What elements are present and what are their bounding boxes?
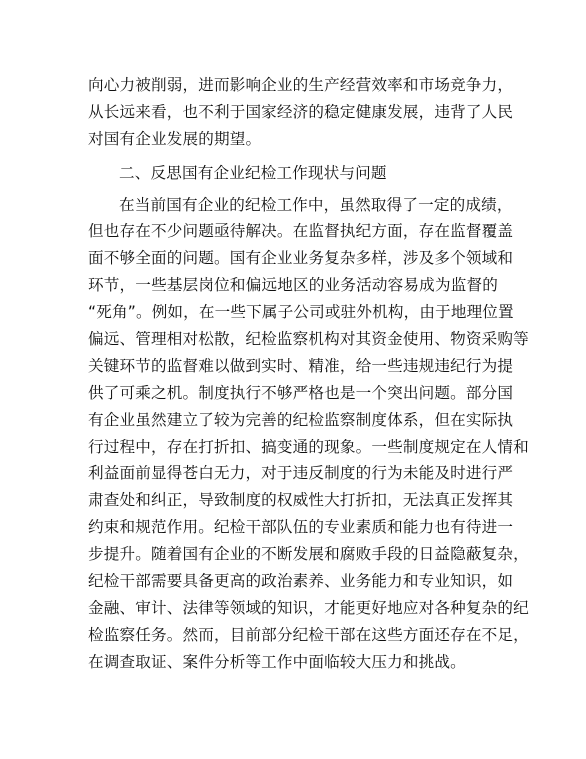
text-line: 向心力被削弱，进而影响企业的生产经营效率和市场竞争力，	[88, 76, 514, 94]
text-line: 金融、审计、法律等领域的知识，才能更好地应对各种复杂的纪	[88, 598, 529, 617]
text-line: 利益面前显得苍白无力，对于违反制度的行为未能及时进行严	[88, 464, 514, 483]
text-line: 约束和规范作用。纪检干部队伍的专业素质和能力也有待进一	[88, 518, 514, 537]
text-line: 纪检干部需要具备更高的政治素养、业务能力和专业知识，如	[88, 572, 514, 591]
text-line: 关键环节的监督难以做到实时、精准，给一些违规违纪行为提	[88, 356, 514, 375]
text-line: “死角”。例如，在一些下属子公司或驻外机构，由于地理位置	[88, 303, 514, 322]
paragraph-main	[88, 192, 529, 676]
text-line: 偏远、管理相对松散，纪检监察机构对其资金使用、物资采购等	[88, 330, 529, 349]
text-line: 步提升。随着国有企业的不断发展和腐败手段的日益隐蔽复杂，	[88, 545, 529, 564]
text-line: 肃查处和纠正，导致制度的权威性大打折扣，无法真正发挥其	[88, 491, 514, 510]
document-body	[88, 72, 529, 676]
section-heading: 二、反思国有企业纪检工作现状与问题	[119, 163, 387, 182]
text-line: 行过程中，存在打折扣、搞变通的现象。一些制度规定在人情和	[88, 437, 529, 456]
text-line: 在调查取证、案件分析等工作中面临较大压力和挑战。	[88, 652, 466, 671]
text-line: 检监察任务。然而，目前部分纪检干部在这些方面还存在不足，	[88, 625, 529, 644]
text-line: 供了可乘之机。制度执行不够严格也是一个突出问题。部分国	[88, 383, 514, 402]
text-line: 在当前国有企业的纪检工作中，虽然取得了一定的成绩，	[119, 195, 513, 214]
text-line: 但也存在不少问题亟待解决。在监督执纪方面，存在监督覆盖	[88, 222, 514, 241]
text-line: 从长远来看，也不利于国家经济的稳定健康发展，违背了人民	[88, 102, 514, 121]
text-line: 对国有企业发展的期望。	[88, 129, 262, 148]
text-line: 环节，一些基层岗位和偏远地区的业务活动容易成为监督的	[88, 276, 498, 295]
text-line: 面不够全面的问题。国有企业业务复杂多样，涉及多个领域和	[88, 249, 514, 268]
text-line: 有企业虽然建立了较为完善的纪检监察制度体系，但在实际执	[88, 410, 514, 429]
paragraph-intro	[88, 72, 514, 153]
